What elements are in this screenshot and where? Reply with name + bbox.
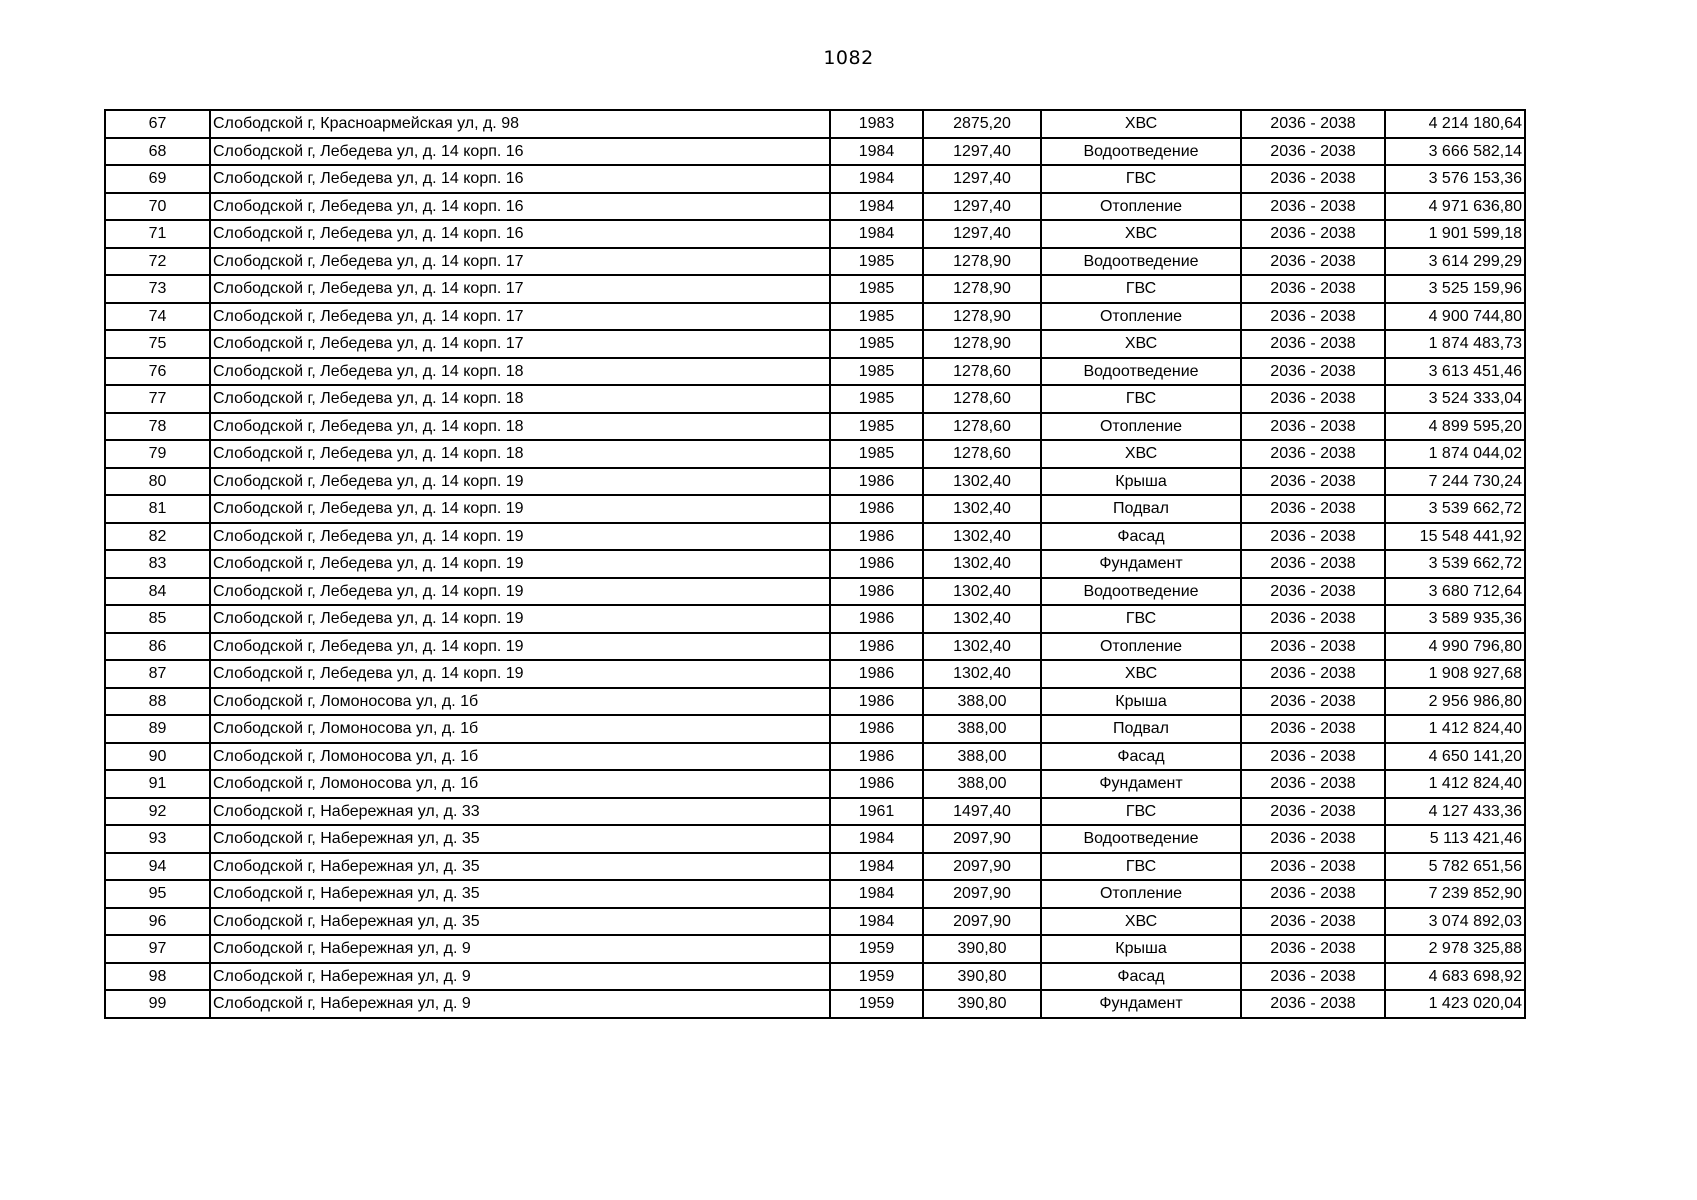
build-year-cell: 1984: [830, 193, 923, 221]
period-cell: 2036 - 2038: [1241, 550, 1385, 578]
area-cell: 2097,90: [923, 908, 1041, 936]
page-number: 1082: [823, 47, 874, 69]
address-cell: Слободской г, Лебедева ул, д. 14 корп. 19: [210, 660, 830, 688]
row-number-cell: 68: [105, 138, 210, 166]
build-year-cell: 1984: [830, 853, 923, 881]
table-row: [105, 770, 1525, 798]
cost-cell: 4 971 636,80: [1385, 193, 1525, 221]
area-cell: 1497,40: [923, 798, 1041, 826]
table-row: [105, 220, 1525, 248]
period-cell: 2036 - 2038: [1241, 275, 1385, 303]
period-cell: 2036 - 2038: [1241, 358, 1385, 386]
build-year-cell: 1986: [830, 550, 923, 578]
build-year-cell: 1986: [830, 688, 923, 716]
period-cell: 2036 - 2038: [1241, 193, 1385, 221]
address-cell: Слободской г, Лебедева ул, д. 14 корп. 16: [210, 138, 830, 166]
area-cell: 2097,90: [923, 880, 1041, 908]
period-cell: 2036 - 2038: [1241, 825, 1385, 853]
period-cell: 2036 - 2038: [1241, 715, 1385, 743]
cost-cell: 3 613 451,46: [1385, 358, 1525, 386]
table-row: [105, 798, 1525, 826]
table-row: [105, 138, 1525, 166]
row-number-cell: 70: [105, 193, 210, 221]
table-row: [105, 523, 1525, 551]
address-cell: Слободской г, Лебедева ул, д. 14 корп. 19: [210, 495, 830, 523]
area-cell: 1302,40: [923, 660, 1041, 688]
area-cell: 390,80: [923, 935, 1041, 963]
build-year-cell: 1985: [830, 330, 923, 358]
cost-cell: 3 576 153,36: [1385, 165, 1525, 193]
build-year-cell: 1986: [830, 523, 923, 551]
cost-cell: 4 127 433,36: [1385, 798, 1525, 826]
address-cell: Слободской г, Ломоносова ул, д. 1б: [210, 743, 830, 771]
area-cell: 388,00: [923, 715, 1041, 743]
table-row: [105, 193, 1525, 221]
cost-cell: 1 423 020,04: [1385, 990, 1525, 1018]
cost-cell: 2 978 325,88: [1385, 935, 1525, 963]
cost-cell: 15 548 441,92: [1385, 523, 1525, 551]
cost-cell: 2 956 986,80: [1385, 688, 1525, 716]
row-number-cell: 84: [105, 578, 210, 606]
build-year-cell: 1986: [830, 633, 923, 661]
work-type-cell: ХВС: [1041, 220, 1241, 248]
build-year-cell: 1984: [830, 138, 923, 166]
address-cell: Слободской г, Лебедева ул, д. 14 корп. 17: [210, 248, 830, 276]
build-year-cell: 1961: [830, 798, 923, 826]
area-cell: 1302,40: [923, 468, 1041, 496]
table-row: [105, 468, 1525, 496]
address-cell: Слободской г, Набережная ул, д. 35: [210, 908, 830, 936]
table-row: [105, 550, 1525, 578]
row-number-cell: 83: [105, 550, 210, 578]
table-row: [105, 688, 1525, 716]
work-type-cell: ГВС: [1041, 165, 1241, 193]
row-number-cell: 73: [105, 275, 210, 303]
table-row: [105, 825, 1525, 853]
area-cell: 1297,40: [923, 165, 1041, 193]
build-year-cell: 1986: [830, 715, 923, 743]
table-row: [105, 935, 1525, 963]
cost-cell: 3 525 159,96: [1385, 275, 1525, 303]
build-year-cell: 1986: [830, 743, 923, 771]
work-type-cell: ХВС: [1041, 908, 1241, 936]
table-row: [105, 633, 1525, 661]
period-cell: 2036 - 2038: [1241, 138, 1385, 166]
row-number-cell: 72: [105, 248, 210, 276]
build-year-cell: 1986: [830, 468, 923, 496]
period-cell: 2036 - 2038: [1241, 110, 1385, 138]
work-type-cell: Водоотведение: [1041, 578, 1241, 606]
table-row: [105, 715, 1525, 743]
cost-cell: 7 244 730,24: [1385, 468, 1525, 496]
area-cell: 390,80: [923, 990, 1041, 1018]
row-number-cell: 67: [105, 110, 210, 138]
cost-cell: 4 990 796,80: [1385, 633, 1525, 661]
build-year-cell: 1984: [830, 880, 923, 908]
cost-cell: 5 782 651,56: [1385, 853, 1525, 881]
registry-table: [104, 109, 1526, 1019]
build-year-cell: 1985: [830, 440, 923, 468]
row-number-cell: 98: [105, 963, 210, 991]
address-cell: Слободской г, Лебедева ул, д. 14 корп. 19: [210, 578, 830, 606]
address-cell: Слободской г, Набережная ул, д. 33: [210, 798, 830, 826]
period-cell: 2036 - 2038: [1241, 330, 1385, 358]
work-type-cell: Фундамент: [1041, 770, 1241, 798]
period-cell: 2036 - 2038: [1241, 440, 1385, 468]
work-type-cell: Фундамент: [1041, 550, 1241, 578]
area-cell: 1297,40: [923, 138, 1041, 166]
work-type-cell: ГВС: [1041, 605, 1241, 633]
cost-cell: 1 908 927,68: [1385, 660, 1525, 688]
cost-cell: 4 900 744,80: [1385, 303, 1525, 331]
build-year-cell: 1986: [830, 660, 923, 688]
address-cell: Слободской г, Лебедева ул, д. 14 корп. 18: [210, 358, 830, 386]
row-number-cell: 92: [105, 798, 210, 826]
period-cell: 2036 - 2038: [1241, 578, 1385, 606]
row-number-cell: 75: [105, 330, 210, 358]
area-cell: 1297,40: [923, 220, 1041, 248]
table-row: [105, 110, 1525, 138]
build-year-cell: 1959: [830, 990, 923, 1018]
area-cell: 1278,60: [923, 440, 1041, 468]
table-row: [105, 413, 1525, 441]
work-type-cell: ГВС: [1041, 798, 1241, 826]
cost-cell: 3 614 299,29: [1385, 248, 1525, 276]
build-year-cell: 1986: [830, 495, 923, 523]
row-number-cell: 96: [105, 908, 210, 936]
period-cell: 2036 - 2038: [1241, 165, 1385, 193]
build-year-cell: 1985: [830, 413, 923, 441]
cost-cell: 5 113 421,46: [1385, 825, 1525, 853]
area-cell: 1302,40: [923, 633, 1041, 661]
area-cell: 388,00: [923, 770, 1041, 798]
cost-cell: 3 680 712,64: [1385, 578, 1525, 606]
table-row: [105, 358, 1525, 386]
cost-cell: 3 524 333,04: [1385, 385, 1525, 413]
row-number-cell: 89: [105, 715, 210, 743]
area-cell: 1278,60: [923, 358, 1041, 386]
cost-cell: 3 589 935,36: [1385, 605, 1525, 633]
area-cell: 1278,60: [923, 413, 1041, 441]
work-type-cell: Водоотведение: [1041, 248, 1241, 276]
area-cell: 1297,40: [923, 193, 1041, 221]
work-type-cell: ХВС: [1041, 110, 1241, 138]
build-year-cell: 1984: [830, 220, 923, 248]
build-year-cell: 1985: [830, 248, 923, 276]
table-row: [105, 248, 1525, 276]
table-row: [105, 385, 1525, 413]
period-cell: 2036 - 2038: [1241, 413, 1385, 441]
area-cell: 1278,90: [923, 303, 1041, 331]
period-cell: 2036 - 2038: [1241, 495, 1385, 523]
build-year-cell: 1985: [830, 385, 923, 413]
cost-cell: 4 214 180,64: [1385, 110, 1525, 138]
address-cell: Слободской г, Набережная ул, д. 9: [210, 963, 830, 991]
table-row: [105, 275, 1525, 303]
address-cell: Слободской г, Лебедева ул, д. 14 корп. 19: [210, 633, 830, 661]
work-type-cell: Фасад: [1041, 963, 1241, 991]
period-cell: 2036 - 2038: [1241, 935, 1385, 963]
address-cell: Слободской г, Лебедева ул, д. 14 корп. 16: [210, 193, 830, 221]
row-number-cell: 82: [105, 523, 210, 551]
row-number-cell: 74: [105, 303, 210, 331]
area-cell: 2097,90: [923, 825, 1041, 853]
period-cell: 2036 - 2038: [1241, 743, 1385, 771]
period-cell: 2036 - 2038: [1241, 770, 1385, 798]
address-cell: Слободской г, Набережная ул, д. 35: [210, 880, 830, 908]
work-type-cell: ГВС: [1041, 275, 1241, 303]
address-cell: Слободской г, Лебедева ул, д. 14 корп. 19: [210, 523, 830, 551]
address-cell: Слободской г, Лебедева ул, д. 14 корп. 19: [210, 468, 830, 496]
work-type-cell: Водоотведение: [1041, 825, 1241, 853]
period-cell: 2036 - 2038: [1241, 908, 1385, 936]
table-row: [105, 743, 1525, 771]
table-row: [105, 303, 1525, 331]
work-type-cell: Фасад: [1041, 523, 1241, 551]
work-type-cell: ГВС: [1041, 385, 1241, 413]
row-number-cell: 78: [105, 413, 210, 441]
build-year-cell: 1984: [830, 908, 923, 936]
area-cell: 388,00: [923, 743, 1041, 771]
row-number-cell: 93: [105, 825, 210, 853]
address-cell: Слободской г, Набережная ул, д. 9: [210, 935, 830, 963]
area-cell: 1278,60: [923, 385, 1041, 413]
table-row: [105, 963, 1525, 991]
table-row: [105, 440, 1525, 468]
address-cell: Слободской г, Набережная ул, д. 9: [210, 990, 830, 1018]
area-cell: 2875,20: [923, 110, 1041, 138]
address-cell: Слободской г, Лебедева ул, д. 14 корп. 17: [210, 330, 830, 358]
work-type-cell: Отопление: [1041, 303, 1241, 331]
address-cell: Слободской г, Лебедева ул, д. 14 корп. 18: [210, 385, 830, 413]
work-type-cell: Отопление: [1041, 413, 1241, 441]
area-cell: 1302,40: [923, 523, 1041, 551]
period-cell: 2036 - 2038: [1241, 220, 1385, 248]
period-cell: 2036 - 2038: [1241, 880, 1385, 908]
work-type-cell: Водоотведение: [1041, 358, 1241, 386]
cost-cell: 3 666 582,14: [1385, 138, 1525, 166]
table-row: [105, 330, 1525, 358]
build-year-cell: 1984: [830, 825, 923, 853]
work-type-cell: Крыша: [1041, 688, 1241, 716]
period-cell: 2036 - 2038: [1241, 633, 1385, 661]
address-cell: Слободской г, Ломоносова ул, д. 1б: [210, 715, 830, 743]
area-cell: 1302,40: [923, 578, 1041, 606]
area-cell: 1278,90: [923, 330, 1041, 358]
work-type-cell: Фундамент: [1041, 990, 1241, 1018]
build-year-cell: 1986: [830, 605, 923, 633]
work-type-cell: Подвал: [1041, 495, 1241, 523]
work-type-cell: ХВС: [1041, 330, 1241, 358]
table-row: [105, 660, 1525, 688]
build-year-cell: 1986: [830, 770, 923, 798]
cost-cell: 1 874 044,02: [1385, 440, 1525, 468]
address-cell: Слободской г, Лебедева ул, д. 14 корп. 19: [210, 550, 830, 578]
cost-cell: 3 539 662,72: [1385, 495, 1525, 523]
work-type-cell: Крыша: [1041, 468, 1241, 496]
address-cell: Слободской г, Лебедева ул, д. 14 корп. 17: [210, 275, 830, 303]
table-row: [105, 880, 1525, 908]
work-type-cell: ХВС: [1041, 660, 1241, 688]
row-number-cell: 80: [105, 468, 210, 496]
row-number-cell: 79: [105, 440, 210, 468]
row-number-cell: 99: [105, 990, 210, 1018]
build-year-cell: 1984: [830, 165, 923, 193]
table-row: [105, 990, 1525, 1018]
area-cell: 1278,90: [923, 248, 1041, 276]
period-cell: 2036 - 2038: [1241, 468, 1385, 496]
address-cell: Слободской г, Лебедева ул, д. 14 корп. 18: [210, 440, 830, 468]
cost-cell: 4 899 595,20: [1385, 413, 1525, 441]
period-cell: 2036 - 2038: [1241, 248, 1385, 276]
build-year-cell: 1985: [830, 275, 923, 303]
table-row: [105, 165, 1525, 193]
period-cell: 2036 - 2038: [1241, 688, 1385, 716]
area-cell: 1302,40: [923, 550, 1041, 578]
period-cell: 2036 - 2038: [1241, 523, 1385, 551]
address-cell: Слободской г, Лебедева ул, д. 14 корп. 16: [210, 165, 830, 193]
period-cell: 2036 - 2038: [1241, 798, 1385, 826]
address-cell: Слободской г, Лебедева ул, д. 14 корп. 19: [210, 605, 830, 633]
period-cell: 2036 - 2038: [1241, 963, 1385, 991]
build-year-cell: 1983: [830, 110, 923, 138]
address-cell: Слободской г, Лебедева ул, д. 14 корп. 16: [210, 220, 830, 248]
work-type-cell: Отопление: [1041, 880, 1241, 908]
work-type-cell: ГВС: [1041, 853, 1241, 881]
table-row: [105, 853, 1525, 881]
row-number-cell: 71: [105, 220, 210, 248]
work-type-cell: Подвал: [1041, 715, 1241, 743]
work-type-cell: Крыша: [1041, 935, 1241, 963]
table-row: [105, 578, 1525, 606]
period-cell: 2036 - 2038: [1241, 385, 1385, 413]
address-cell: Слободской г, Лебедева ул, д. 14 корп. 17: [210, 303, 830, 331]
address-cell: Слободской г, Ломоносова ул, д. 1б: [210, 770, 830, 798]
area-cell: 1278,90: [923, 275, 1041, 303]
area-cell: 390,80: [923, 963, 1041, 991]
cost-cell: 4 650 141,20: [1385, 743, 1525, 771]
table-row: [105, 908, 1525, 936]
work-type-cell: Фасад: [1041, 743, 1241, 771]
period-cell: 2036 - 2038: [1241, 303, 1385, 331]
area-cell: 1302,40: [923, 495, 1041, 523]
row-number-cell: 91: [105, 770, 210, 798]
table-row: [105, 605, 1525, 633]
row-number-cell: 88: [105, 688, 210, 716]
row-number-cell: 81: [105, 495, 210, 523]
table-row: [105, 495, 1525, 523]
area-cell: 2097,90: [923, 853, 1041, 881]
row-number-cell: 95: [105, 880, 210, 908]
address-cell: Слободской г, Ломоносова ул, д. 1б: [210, 688, 830, 716]
address-cell: Слободской г, Набережная ул, д. 35: [210, 825, 830, 853]
row-number-cell: 76: [105, 358, 210, 386]
address-cell: Слободской г, Красноармейская ул, д. 98: [210, 110, 830, 138]
build-year-cell: 1986: [830, 578, 923, 606]
period-cell: 2036 - 2038: [1241, 990, 1385, 1018]
address-cell: Слободской г, Лебедева ул, д. 14 корп. 18: [210, 413, 830, 441]
build-year-cell: 1985: [830, 303, 923, 331]
period-cell: 2036 - 2038: [1241, 605, 1385, 633]
work-type-cell: Водоотведение: [1041, 138, 1241, 166]
period-cell: 2036 - 2038: [1241, 660, 1385, 688]
address-cell: Слободской г, Набережная ул, д. 35: [210, 853, 830, 881]
area-cell: 388,00: [923, 688, 1041, 716]
row-number-cell: 90: [105, 743, 210, 771]
cost-cell: 1 412 824,40: [1385, 770, 1525, 798]
build-year-cell: 1985: [830, 358, 923, 386]
work-type-cell: Отопление: [1041, 633, 1241, 661]
row-number-cell: 69: [105, 165, 210, 193]
cost-cell: 4 683 698,92: [1385, 963, 1525, 991]
row-number-cell: 86: [105, 633, 210, 661]
area-cell: 1302,40: [923, 605, 1041, 633]
row-number-cell: 87: [105, 660, 210, 688]
cost-cell: 1 412 824,40: [1385, 715, 1525, 743]
row-number-cell: 77: [105, 385, 210, 413]
build-year-cell: 1959: [830, 935, 923, 963]
work-type-cell: Отопление: [1041, 193, 1241, 221]
build-year-cell: 1959: [830, 963, 923, 991]
cost-cell: 7 239 852,90: [1385, 880, 1525, 908]
row-number-cell: 85: [105, 605, 210, 633]
work-type-cell: ХВС: [1041, 440, 1241, 468]
row-number-cell: 94: [105, 853, 210, 881]
cost-cell: 3 539 662,72: [1385, 550, 1525, 578]
registry-table-body: [105, 110, 1525, 1018]
cost-cell: 1 901 599,18: [1385, 220, 1525, 248]
row-number-cell: 97: [105, 935, 210, 963]
cost-cell: 3 074 892,03: [1385, 908, 1525, 936]
cost-cell: 1 874 483,73: [1385, 330, 1525, 358]
period-cell: 2036 - 2038: [1241, 853, 1385, 881]
